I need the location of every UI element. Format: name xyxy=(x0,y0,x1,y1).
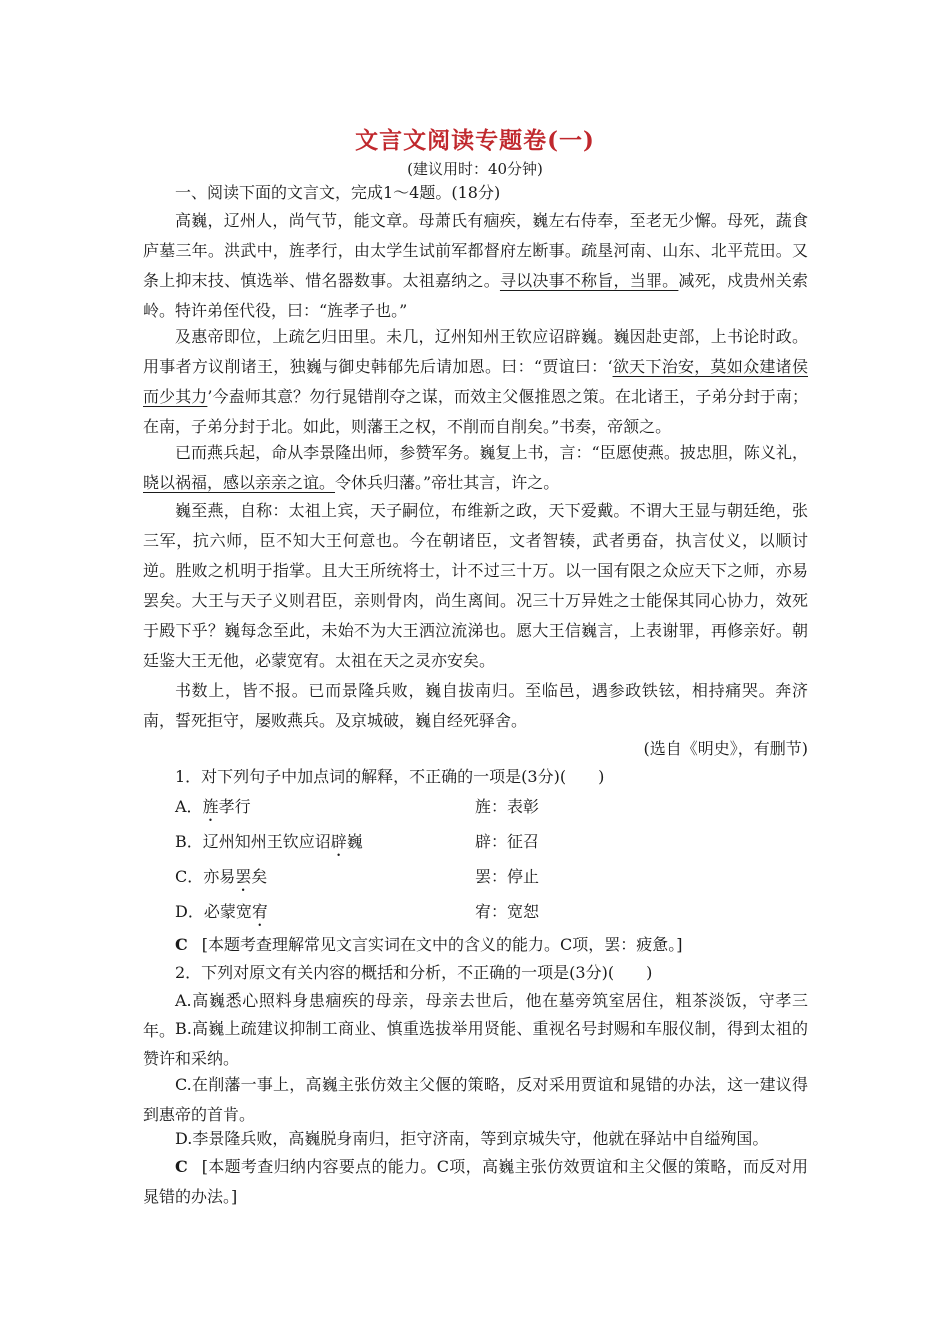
q2-option-d: D.李景隆兵败，高巍脱身南归，拒守济南，等到京城失守，他就在驿站中自缢殉国。 xyxy=(175,1129,769,1148)
suggested-time: (建议用时：40分钟) xyxy=(407,160,543,178)
q1-option-a-gloss: 旌：表彰 xyxy=(475,797,540,816)
passage-text: 已而燕兵起，命从李景隆出师，参赞军务。巍复上书，言：“臣愿使燕。披忠胆，陈义礼， xyxy=(175,443,808,462)
q1-option-d-gloss: 宥：宽恕 xyxy=(475,902,540,921)
q1-option-a: A．旌孝行 xyxy=(175,797,251,816)
answer-explanation: [本题考查归纳内容要点的能力。C项，高巍主张仿效贾谊和主父偃的策略，而反对用晁错的办法。] xyxy=(143,1157,808,1206)
q1-answer xyxy=(143,930,808,960)
passage-text: ’今盍师其意？勿行晁错削夺之谋，而效主父偃推恩之策。在北诸王，子弟分封于南；在南，子弟分封于北。如此，则藩王之权，不削而自削矣。”书奏，帝颔之。 xyxy=(143,387,808,436)
q1-option-c-gloss: 罢：停止 xyxy=(475,867,540,886)
question-1-stem: 1．对下列句子中加点词的解释，不正确的一项是(3分)( ) xyxy=(175,767,605,786)
section-intro: 一、阅读下面的文言文，完成1～4题。(18分) xyxy=(175,183,501,202)
q2-answer xyxy=(143,1152,808,1212)
answer-explanation: [本题考查理解常见文言实词在文中的含义的能力。C项，罢：疲惫。] xyxy=(201,935,683,954)
q1-option-c: C．亦易罢矣 xyxy=(175,867,268,886)
q2-option-a: A.高巍悉心照料身患痼疾的母亲，母亲去世后，他在墓旁筑室居住，粗茶淡饭，守孝三年。 xyxy=(143,991,808,1040)
underlined-sentence: 晓以祸福，感以亲亲之谊。 xyxy=(143,473,336,492)
passage-paragraph-4: 巍至燕，自称：太祖上宾，天子嗣位，布维新之政，天下爱戴。不谓大王显与朝廷绝，张三军，抗六师，臣不知大王何意也。今在朝诸臣，文者智辏，武者勇奋，执言仗义，以顺讨逆。胜败之机明于指掌。且大王所统将士，计不过三十万。以一国有限之众应天下之师，亦易罢矣。大王与天子义则君臣，亲则骨肉，尚生离间。况三十万异姓之士能保其同心协力，效死于殿下乎？巍每念至此，未始不为大王洒泣流涕也。愿大王信巍言，上表谢罪，再修亲好。朝廷鉴大王无他，必蒙宽宥。太祖在天之灵亦安矣。 xyxy=(143,501,808,670)
source-note: (选自《明史》，有删节) xyxy=(643,739,808,758)
passage-text: 高巍，辽州人，尚气节，能文章。母萧氏有痼疾，巍左右侍奉，至老无少懈。母死，蔬食庐墓三年。洪武中，旌孝行，由太学生试前军都督府左断事。疏垦河南、山东、北平荒田。又条上抑末技、慎选举、惜名器数事。太祖嘉纳之。 xyxy=(143,211,808,290)
dotted-word: 罢 xyxy=(235,867,252,886)
answer-letter: C xyxy=(175,1157,188,1176)
passage-paragraph-5: 书数上，皆不报。已而景隆兵败，巍自拔南归。至临邑，遇参政铁铉，相持痛哭。奔济南，誓死拒守，屡败燕兵。及京城破，巍自经死驿舍。 xyxy=(143,681,808,730)
underlined-sentence: 寻以决事不称旨，当罪。 xyxy=(499,271,679,290)
dotted-word: 旌 xyxy=(202,797,219,816)
q1-option-b: B．辽州知州王钦应诏辟巍 xyxy=(175,832,363,851)
q1-option-b-gloss: 辟：征召 xyxy=(475,832,540,851)
answer-letter: C xyxy=(175,935,188,954)
underlined-sentence: 欲天下治安，莫如众建诸侯而少其力 xyxy=(143,357,808,406)
q2-option-b: B.高巍上疏建议抑制工商业、慎重选拔举用贤能、重视名号封赐和车服仪制，得到太祖的赞许和采纳。 xyxy=(143,1019,808,1068)
question-2-stem: 2．下列对原文有关内容的概括和分析，不正确的一项是(3分)( ) xyxy=(175,963,653,982)
passage-paragraph-1 xyxy=(143,206,808,326)
q2-option-c: C.在削藩一事上，高巍主张仿效主父偃的策略，反对采用贾谊和晁错的办法，这一建议得到惠帝的首肯。 xyxy=(143,1075,808,1124)
dotted-word: 辟 xyxy=(330,832,347,851)
passage-text: 令休兵归藩。”帝壮其言，许之。 xyxy=(335,473,560,492)
passage-text: 减死，戍贵州关索岭。特许弟侄代役，曰：“旌孝子也。” xyxy=(143,271,808,320)
q1-option-d: D．必蒙宽宥 xyxy=(175,902,268,921)
passage-paragraph-2 xyxy=(143,322,808,442)
document-title: 文言文阅读专题卷(一) xyxy=(355,127,595,154)
dotted-word: 宥 xyxy=(251,902,268,921)
passage-paragraph-3 xyxy=(143,438,808,498)
passage-text: 及惠帝即位，上疏乞归田里。未几，辽州知州王钦应诏辟巍。巍因赴吏部，上书论时政。用事者方议削诸王，独巍与御史韩郁先后请加恩。曰：“贾谊曰：‘ xyxy=(143,327,808,376)
